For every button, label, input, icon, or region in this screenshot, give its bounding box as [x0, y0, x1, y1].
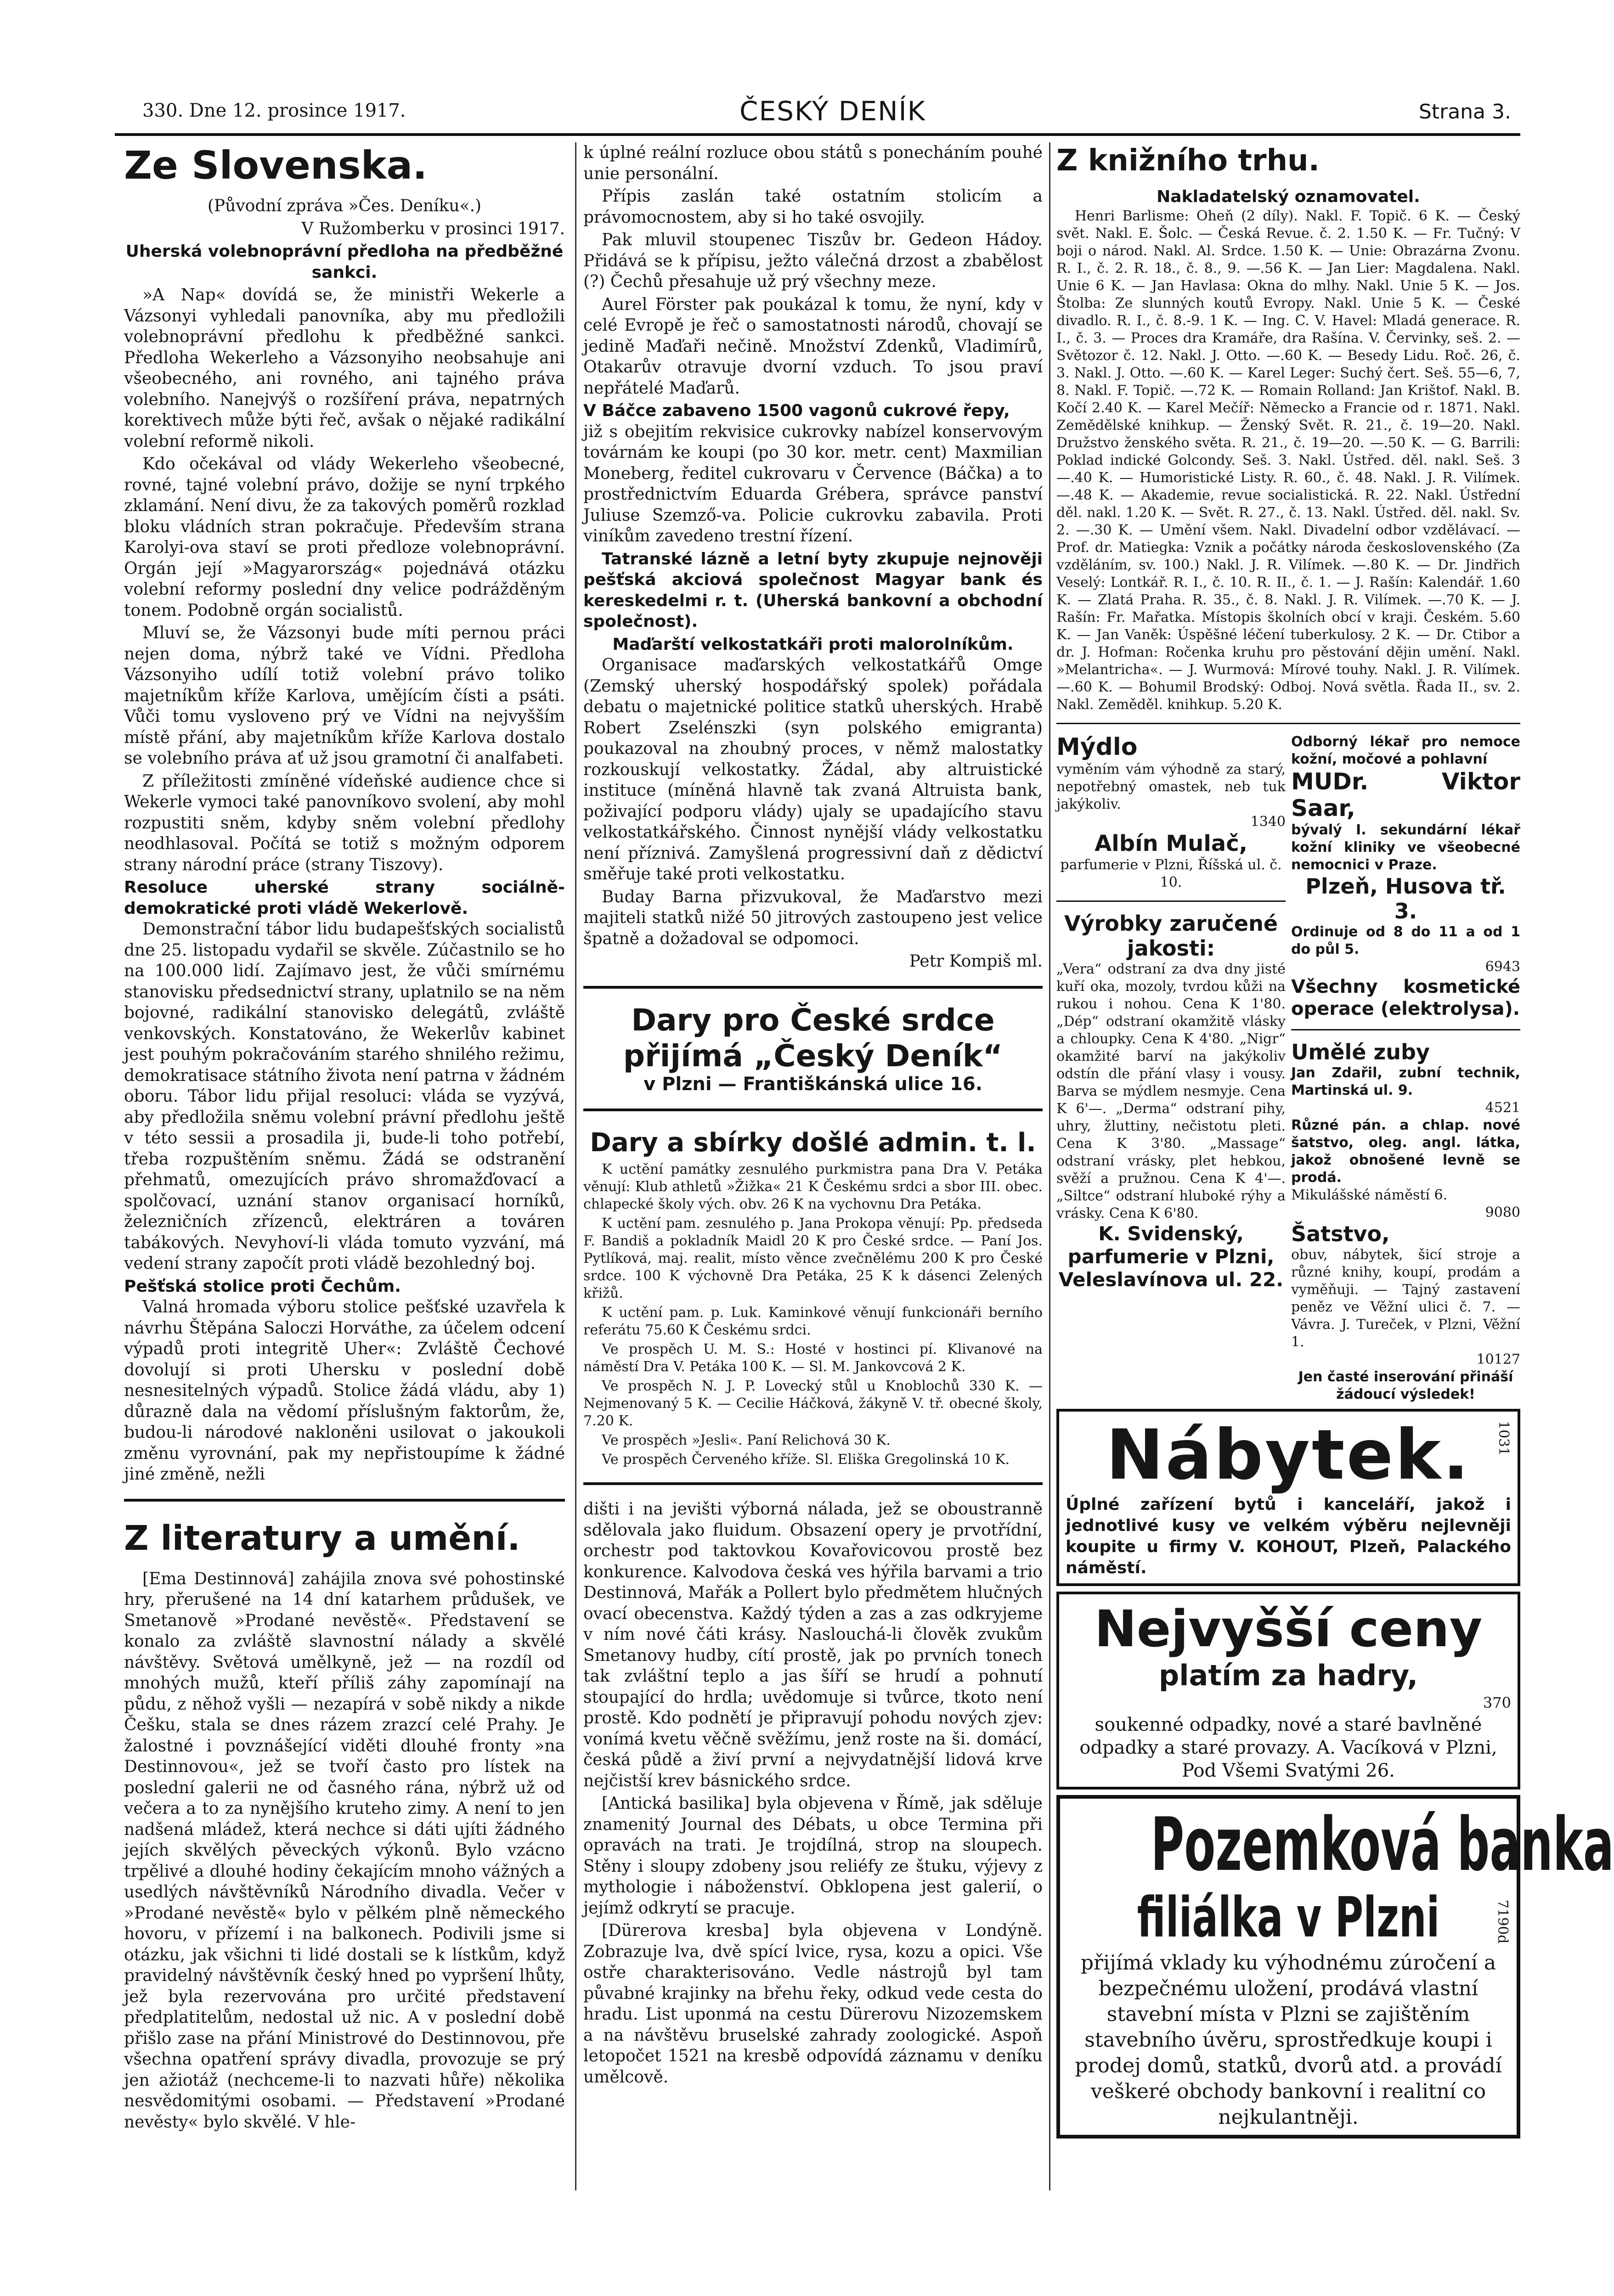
column-3: [1056, 142, 1614, 2190]
article-subhead: Uherská volebnoprávní předloha na předběžné sankci.: [125, 242, 564, 282]
donation-item: K uctění památky zesnulého purkmistra pana Dra V. Petáka věnují: Klub athletů »Žižka« 21 K Českému srdci a sbor III. obec. chlapecké školy vých. obv. 26 K na vychovnu Dra Petáka.: [583, 1161, 1043, 1212]
divider: [1291, 1029, 1520, 1030]
paragraph: Demonstrační tábor lidu budapešťských socialistů dne 25. listopadu vydařil se skvěle. Zúčastnilo se ho na 100.000 lidí. Zajímavo jest, že vůči smírnému stanovisku předsednictví strany, uplatnilo se na něm bojovné, radikální stanovisko delegátů, zvláště venkovských. Konstatováno, že Wekerlův kabinet jest pouhým pokračováním starého shnilého režimu, demokratisace státního života není patrna v žádném oboru. Tábor lidu přijal resoluci: vláda se vyzývá, aby předložila sněmu volební právní předlohu ještě v této sessii a prosadila ji, bude-li toho potřebí, třeba rozpuštěním sněmu. Žádá se odstranění přehmatů, omezujících právo shromažďovací a spolčovací, uznání stanov organisací horníků, železničních zřízenců, elektráren a továren tabákových. Nevyhoví-li vláda tomuto vyzvání, má vedení strany započít proti vládě bezohledný boj.: [124, 920, 565, 1273]
ad-text: přijímá vklady ku výhodnému zúročení a bezpečnému uložení, prodává vlastní stavební místa v Plzni se zajištěním stavebního úvěru, sprostředkuje koupi i prodej domů, statků, dvorů atd. a provádí veškeré obchody bankovní i realitní co nejkulantněji.: [1075, 1951, 1502, 2129]
ad-saar: [1291, 733, 1520, 1403]
ad-text: vyměním vám výhodně za starý, nepotřebný omastek, neb tuk jakýkoliv.: [1056, 761, 1286, 812]
ad-text: Jan Zdařil, zubní technik, Martinská ul. 9.: [1291, 1064, 1520, 1098]
ad-title: Pozemková banka: [1151, 1801, 1614, 1887]
article-subhead: V Báčce zabaveno 1500 vagonů cukrové řepy,: [583, 401, 1010, 420]
paragraph: Buday Barna přizvukoval, že Maďarstvo mezi majiteli statků nižé 50 jitrových zastoupeno jest velice špatně a dožadoval se odpomoci.: [583, 887, 1043, 948]
ad-title: Nejvyšší ceny: [1094, 1599, 1483, 1658]
column-2: [583, 142, 1043, 2190]
masthead-title: ČESKÝ DENÍK: [739, 96, 926, 127]
paragraph: [Antická basilika] byla objevena v Římě, jak sděluje znamenitý Journal des Débats, u obce Termina při opravách na trati. Je trojdílná, strop na sloupech. Stěny i sloupy zdobeny jsou reliéfy ze štuku, výjevy z mythologie i náboženství. Obklopena jest galerií, o jejímž odkrytí se pracuje.: [583, 1794, 1043, 1918]
divider: [583, 986, 1043, 989]
paragraph: Tatranské lázně a letní byty zkupuje nejnověji pešťská akciová společnost Magyar bank és kereskedelmi r. t. (Uherská bankovní a obchodní společnost).: [583, 549, 1043, 631]
ad-text: Různé pán. a chlap. nové šatstvo, oleg. angl. látka, jakož obnošené levně se prodá.: [1291, 1117, 1520, 1186]
ad-number: 1340: [1250, 813, 1286, 830]
ad-title: Nábytek.: [1106, 1415, 1471, 1495]
ad-text: obuv, nábytek, šicí stroje a různé knihy, koupí, prodám a vyměňuji. — Tajný zastavení peněz ve Věžní ulici č. 7. — Vávra. J. Tureček, v Plzni, Věžní 1.: [1291, 1246, 1520, 1350]
paragraph: dišti i na jevišti výborná nálada, jež se oboustranně sdělovala jako fluidum. Obsazení opery je prvotřídní, orchestr pod taktovkou Kovařovicovou prostě bez konkurence. Kalvodova česká ves hýřila barvami a trio Destinnová, Mařák a Pollert bylo předmětem hlučných ovací obecenstva. Každý týden a zas a zas odkryjeme v ním nové čáti krásy. Naslouchá-li člověk zvukům Smetanovy hudby, cítí prostě, jak po prvních tonech tak zvláštní teplo a jas šíří se hrudí a pohnutí stoupající do hrdla; uvědomuje si tvůrce, tkoto není prostě. Kdo podnětí je připravují pohodu nových zjev: vonímá kvetu věčně svěžímu, jenž roste na ši. domácí, česká půdě a živí první a nejvydatnější lidová krve nejčistší krev básnického srdce.: [583, 1500, 1043, 1790]
ad-subtitle: filiálka v Plzni: [1137, 1886, 1440, 1950]
book-listing: Henri Barlisme: Oheň (2 díly). Nakl. F. Topič. 6 K. — Český svět. Nakl. E. Šolc. — Česká Revue. č. 2. 1.50 K. — Fr. Tučný: V boji o národ. Nakl. Al. Srdce. 1.50 K. — Unie: Obrazárna Zvonu. R. I., č. 2. R. 18., č. 8., 9. —.56 K. — Jan Lier: Magdalena. Nakl. Unie 6 K. — Jan Havlasa: Okna do mlhy. Nakl. Unie 5 K. — Jos. Štolba: Ze slunných koutů Evropy. Nakl. Unie 5 K. — České divadlo. R. I., č. 8.-9. 1 K. — Ing. C. V. Havel: Mladá generace. R. I., č. 3. — Proces dra Kramáře, dra Rašína. V. Červinky, seš. 2. — Světozor č. 12. Nakl. J. Otto. —.60 K. — Besedy Lidu. Roč. 26, č. 3. Nakl. J. Otto. —.60 K. — Karel Leger: Suchý čert. Seš. 55—6, 7, 8. Nakl. F. Topič. —.72 K. — Romain Rolland: Jan Krištof. Nakl. B. Kočí 2.40 K. — Karel Mečíř: Německo a Francie od r. 1871. Nakl. Zemědělské knihkup. — Ženský Svět. R. 21., č. 19—20. Nakl. Družstvo ženského světa. R. 21., č. 19—20. —.50 K. — G. Barrili: Poklad indické Golcondy. Seš. 3. Nakl. Ústřed. děl. nakl. Seš. 3 —.40 K. — Humoristické Listy. R. 60., č. 48. Nakl. J. R. Vilímek. —.48 K. — Akademie, revue socialistická. R. 22. Nakl. Ústřední děl. nakl. 1.20 K. — Svět. R. 27., č. 13. Nakl. Ústřed. děl. nakl. Sv. 2. —.30 K. — Umění všem. Nakl. Divadelní odbor vzdělávací. — Prof. dr. Matiegka: Vznik a počátky národa československého (Za vzděláním, sv. 100.) Nakl. J. R. Vilímek. —.80 K. — Dr. Jindřich Veselý: Lontkář. R. I., č. 10. R. II., č. 1. — J. Rašín: Kalendář. 1.60 K. — Zlatá Praha. R. 35., č. 8. Nakl. J. R. Vilímek. —.70 K. — J. Rašín: Fr. Mařatka. Místopis školních obcí v kraji. Českém. 5.60 K. — Jan Vaněk: Úspěšné léčení tuberkulosy. 2 K. — Dr. Ctibor a dr. J. Hofman: Ročenka kruhu pro pěstování dějin umění. Nakl. »Melantricha«. — J. Wurmová: Mírové touhy. Nakl. J. R. Vilímek. —.60 K. — Bohumil Brodský: Odboj. Nová světla. Řada II., sv. 2. Nakl. Zeměděl. knihkup. 5.20 K.: [1056, 208, 1520, 713]
article-subhead: Pešťská stolice proti Čechům.: [124, 1277, 401, 1296]
paragraph: Z příležitosti zmíněné vídeňské audience chce si Wekerle vymoci také panovníkovo svolení, aby mohl rozpustiti sněm, kdyby sněm volební předlohy neodhlasoval. Počítá se totiž s možným odporem strany národní práce (strany Tiszovy).: [124, 771, 565, 874]
donation-item: Ve prospěch »Jesli«. Paní Relichová 30 K.: [602, 1432, 891, 1448]
divider: [1056, 723, 1520, 724]
ad-text: Ordinuje od 8 do 11 a od 1 do půl 5.: [1291, 923, 1520, 957]
ad-number: 1031: [1495, 1420, 1512, 1456]
dateline: V Ružomberku v prosinci 1917.: [301, 219, 565, 238]
section-heading-slovensko: Ze Slovenska.: [124, 143, 428, 188]
ad-text: bývalý I. sekundární lékař kožní kliniky ve všeobecné nemocnici v Praze.: [1291, 822, 1520, 873]
source-note: (Původní zpráva »Čes. Deníku«.): [207, 197, 482, 215]
ad-text: „Vera“ odstraní za dva dny jisté kuří oka, mozoly, tvrdou kůži na rukou i nohou. Cena K 1'80. „Dép“ odstraní okamžitě vlásky a chloupky. Cena K 4'80. „Nigr“ okamžité barví na jakýkoliv odstín dle přání vlasy i vousy. Barva se mýdlem nesmyje. Cena K 6'—. „Derma“ odstraní pihy, uhry, žluttiny, nečistotu pleti. Cena K 3'80. „Massage“ odstraní vrásky, plet hebkou, svěží a pružnou. Cena K 4'—. „Siltce“ odstraní hluboké rýhy a vrásky. Cena K 6'80.: [1056, 961, 1286, 1221]
ad-subtitle: platím za hadry,: [1158, 1658, 1418, 1692]
paragraph: Mluví se, že Vázsonyi bude míti pernou práci nejen doma, nýbrž také ve Vídni. Předloha Vázsonyiho udílí totiž volební právo toliko majetníkům kříže Karlova, umějícím čísti a psáti. Vůči tomu vysloveno prý ve Vídni na nejvyšším místě přání, aby majetníkům kříže Karlova dostalo se volebního práva ať už jsou gramotní či analfabeti.: [124, 624, 565, 768]
ad-ceny: [1056, 1592, 1520, 1790]
section-heading-literatura: Z literatury a umění.: [124, 1518, 520, 1558]
dary-heading: přijímá „Český Deník“: [623, 1038, 1003, 1074]
ad-name: MUDr. Viktor Saar,: [1291, 768, 1520, 822]
paragraph: Pak mluvil stoupenec Tiszův br. Gedeon Hádoy. Přidává se k přípisu, ježto válečná drzost a zbabělost (?) Čechů přesahuje už prý všechny meze.: [583, 231, 1043, 291]
paragraph: Kdo očekával od vlády Wekerleho všeobecné, rovné, tajné volební právo, dožije se nyní trpkého zklamání. Není divu, že za takových poměrů rozklad bloku vládních stran pokračuje. Především strana Karolyi-ova staví se proti předloze volebnoprávní. Orgán její »Magyarország« pojednává otázku volební reformy poslední dny velice podrážděným tonem. Podobně orgán socialistů.: [124, 455, 565, 620]
ad-text: Úplné zařízení bytů i kanceláří, jakož i jednotlivé kusy ve velkém výběru nejlevněji koupite u firmy V. KOHOUT, Plzeň, Palackého náměstí.: [1066, 1495, 1511, 1577]
donation-item: K uctění pam. p. Luk. Kaminkové věnují funkcionáři berního referátu 75.60 K Českému srdci.: [583, 1305, 1043, 1338]
donation-item: K uctění pam. zesnulého p. Jana Prokopa věnují: Pp. předseda F. Bandiš a pokladník Maidl 20 K pro České srdce. — Paní Jos. Pytlíková, maj. realit, místo věnce zvečnělému 200 K pro České srdce. 100 K výchovně Dra Petáka, 25 K k dásenci Zelených křižů.: [583, 1216, 1043, 1301]
ad-title: Mýdlo: [1056, 733, 1138, 761]
ad-address: parfumerie v Plzni, Říšská ul. č. 10.: [1060, 856, 1282, 890]
paragraph: »A Nap« dovídá se, že ministři Wekerle a Vázsonyi vyhledali panovníka, aby mu předložili volebnoprávní předlohu k předběžné sankci. Předloha Wekerleho a Vázsonyiho neobsahuje ani všeobecného, ani rovného, ani tajného práva volebního. Nanejvýš o rozšíření práva, nepatrných korektivech může býti řeč, avšak o nějaké radikální volební reformě nikoli.: [124, 286, 565, 451]
dary-sbirky-heading: Dary a sbírky došlé admin. t. l.: [590, 1128, 1036, 1158]
ad-name: K. Svidenský, parfumerie v Plzni, Veleslavínova ul. 22.: [1058, 1222, 1284, 1291]
article-subhead: Resoluce uherské strany sociálně-demokratické proti vládě Wekerlově.: [124, 878, 565, 918]
article-subhead: Maďarští velkostatkáři proti malorolníkům.: [612, 635, 1014, 654]
ad-number: 4521: [1485, 1099, 1520, 1116]
ad-title: Umělé zuby: [1291, 1039, 1430, 1064]
ad-number: 6943: [1485, 958, 1520, 975]
paragraph: již s obejitím rekvisice cukrovky nabízel konservovým továrnám ke koupi (po 30 kor. metr. cent) Maxmilian Moneberg, ředitel cukrovaru v Července (Báčka) a to prostřednictvím Eduarda Grébera, správce panství Juliuse Szemző-va. Policie cukrovku zabavila. Proti viníkům zavedeno trestní řízení.: [583, 422, 1043, 546]
paragraph: [Ema Destinnová] zahájila znova své pohostinské hry, přerušené na 14 dní katarhem průdušek, ve Smetanově »Prodané nevěstě«. Představení se konalo za zvláště slavnostní nálady a skvělé návštěvy. Světová umělkyně, jež — na rozdíl od mnohých mužů, kteří příliš záhy zapomínají na půdu, z něhož vyšli — nezapírá v sobě nikdy a nikde Češku, stala se dnes rázem zrazcí celé Prahy. Je žalostné i povznášející viděti dlouhé fronty »na Destinnovou«, jež se tvoří často pro lístek na poslední galerii ne od časného rána, nýbrž už od večera a to za nynějšího kruteho zimy. A není to jen nadšená mládež, která nechce si dáti ujíti žádného jejích skvělých pěveckých výkonů. Bylo vzácno trpělivé a dlouhé hodiny čekajícím mnoho vážných a usedlých návštěvníků Národního divadla. Večer v »Prodané nevěstě« bylo v pělkém plně německého hovoru, v přízemí i na balkonech. Podivili jsme si otázku, jak všichni ti lidé dostali se k lístkům, když pravidelný návštěvník český hned po vypršení lhůty, jež byla rezervována pro určité představení předplatitelům, nedostal už nic. A v poslední době přišlo zase na přání Ministrové do Destinnovou, pře všechna opatření správy divadla, provozuje se prý jen ažiotáž (nechceme-li to nazvati hůře) několika nesvědomitými osobami. — Představení »Prodané nevěsty« bylo skvělé. V hle-: [124, 1569, 565, 2132]
paragraph: Organisace maďarských velkostatkářů Omge (Zemský uherský hospodářský spolek) pořádala debatu o majetnické politice statků uherských. Hrabě Robert Zselénszki (syn polského emigranta) poukazoval na zhoubný proces, v němž malostatky rozkouskují velkostatky. Žádal, aby altruistické instituce (míněná hlavně tak zvaná Altruista bank, poživající podporu vlády) ujaly se upadajícího stavu velkostatkářského. Činnost nynější vlády velkostatku není příznivá. Zamyšlená progressivní daň z dědictví směřuje také proti velkostatku.: [583, 656, 1043, 884]
donation-item: Ve prospěch Červeného kříže. Sl. Eliška Gregolinská 10 K.: [602, 1452, 1010, 1468]
ad-address: Plzeň, Husova tř. 3.: [1305, 873, 1506, 923]
divider: [124, 1499, 565, 1502]
ad-name: Albín Mulač,: [1095, 830, 1247, 856]
paragraph: Aurel Förster pak poukázal k tomu, že nyní, kdy v celé Evropě je řeč o samostatnosti národů, chovají se jedině Maďaři nečině. Množství Zdenků, Vladimírů, Otakarův otravuje dvorní vzduch. To jsou praví nepřátelé Maďarů.: [583, 295, 1043, 398]
paragraph: Valná hromada výboru stolice pešťské uzavřela k návrhu Štěpána Saloczi Horváthe, za účelem odcení výpadů proti integritě Uher«: Zvláště Čechové dovolují si proti Uhersku v poslední době nesnesitelných výpadů. Stolice žádá vládu, aby 1) důrazně dala na vědomí příslušným faktorům, že, budou-li národové nakloněni usilovat o jakoukoli změnu vyrovnání, pak my nepřistoupíme k žádné jiné změně, nežli: [124, 1298, 565, 1484]
donation-item: Ve prospěch U. M. S.: Hosté v hostinci pí. Klivanové na náměstí Dra V. Petáka 100 K. — Sl. M. Jankovcová 2 K.: [583, 1341, 1043, 1375]
signature: Petr Kompiš ml.: [909, 952, 1043, 971]
newspaper-page: [115, 83, 1614, 2209]
ad-title: Výrobky zaručené jakosti:: [1064, 911, 1278, 961]
ad-mydlo: [1056, 733, 1286, 1403]
dary-heading: Dary pro České srdce: [631, 1002, 995, 1038]
dary-address: v Plzni — Františkánská ulice 16.: [643, 1073, 982, 1095]
ad-nabytek: [1056, 1409, 1520, 1586]
ad-slogan: Jen časté inserování přináší žádoucí výsledek!: [1298, 1368, 1513, 1402]
column-divider: [1049, 142, 1050, 2190]
ad-text: Odborný lékař pro nemoce kožní, močové a pohlavní: [1291, 733, 1520, 767]
ad-number: 370: [1483, 1694, 1511, 1711]
donation-item: Ve prospěch N. J. P. Lovecký stůl u Knoblochů 330 K. — Nejmenovaný 5 K. — Cecilie Háčková, žákyně V. tř. obecné školy, 7.20 K.: [583, 1378, 1043, 1429]
divider: [1056, 900, 1286, 902]
paragraph: [Dürerova kresba] byla objevena v Londýně. Zobrazuje lva, dvě spící lvice, rysa, kozu a opici. Vše ostře charakterisováno. Vedle nástrojů byl tam půvabné krajinky na břehu řeky, odkud vede cesta do hradu. List uponmá na cestu Dürerovu Nizozemskem a na návštěvu bruselské zahrady zoologické. Aspoň letopočet 1521 na kresbě odpovídá záznamu v deníku umělcově.: [583, 1921, 1043, 2087]
column-divider: [575, 142, 576, 2190]
ad-number: 7190d: [1495, 1900, 1511, 1944]
ad-title: Šatstvo,: [1291, 1221, 1390, 1246]
publisher-heading: Nakladatelský oznamovatel.: [1157, 187, 1420, 206]
page-number: Strana 3.: [1418, 100, 1511, 124]
divider: [583, 1109, 1043, 1111]
ad-pozemkova-banka: [1056, 1795, 1614, 2138]
ad-title: Všechny kosmetické operace (elektrolysa).: [1291, 976, 1520, 1019]
paragraph: Přípis zaslán také ostatním stolicím a právomocnostem, aby si ho také osvojily.: [583, 187, 1043, 227]
page-header: [115, 92, 1520, 136]
ad-address: Mikulášské náměstí 6.: [1291, 1187, 1448, 1203]
ad-number: 10127: [1476, 1351, 1520, 1367]
ad-text: soukenné odpadky, nové a staré bavlněné odpadky a staré provazy. A. Vacíková v Plzni, Pod Všemi Svatými 26.: [1079, 1714, 1497, 1781]
paragraph: k úplné reální rozluce obou států s ponecháním pouhé unie personální.: [583, 143, 1043, 183]
column-1: [124, 142, 565, 2190]
divider: [583, 1482, 1043, 1485]
ad-number: 9080: [1485, 1204, 1520, 1221]
ads-row: [1056, 733, 1520, 1403]
section-heading-knizni: Z knižního trhu.: [1056, 144, 1320, 178]
issue-date: 330. Dne 12. prosince 1917.: [142, 100, 406, 121]
